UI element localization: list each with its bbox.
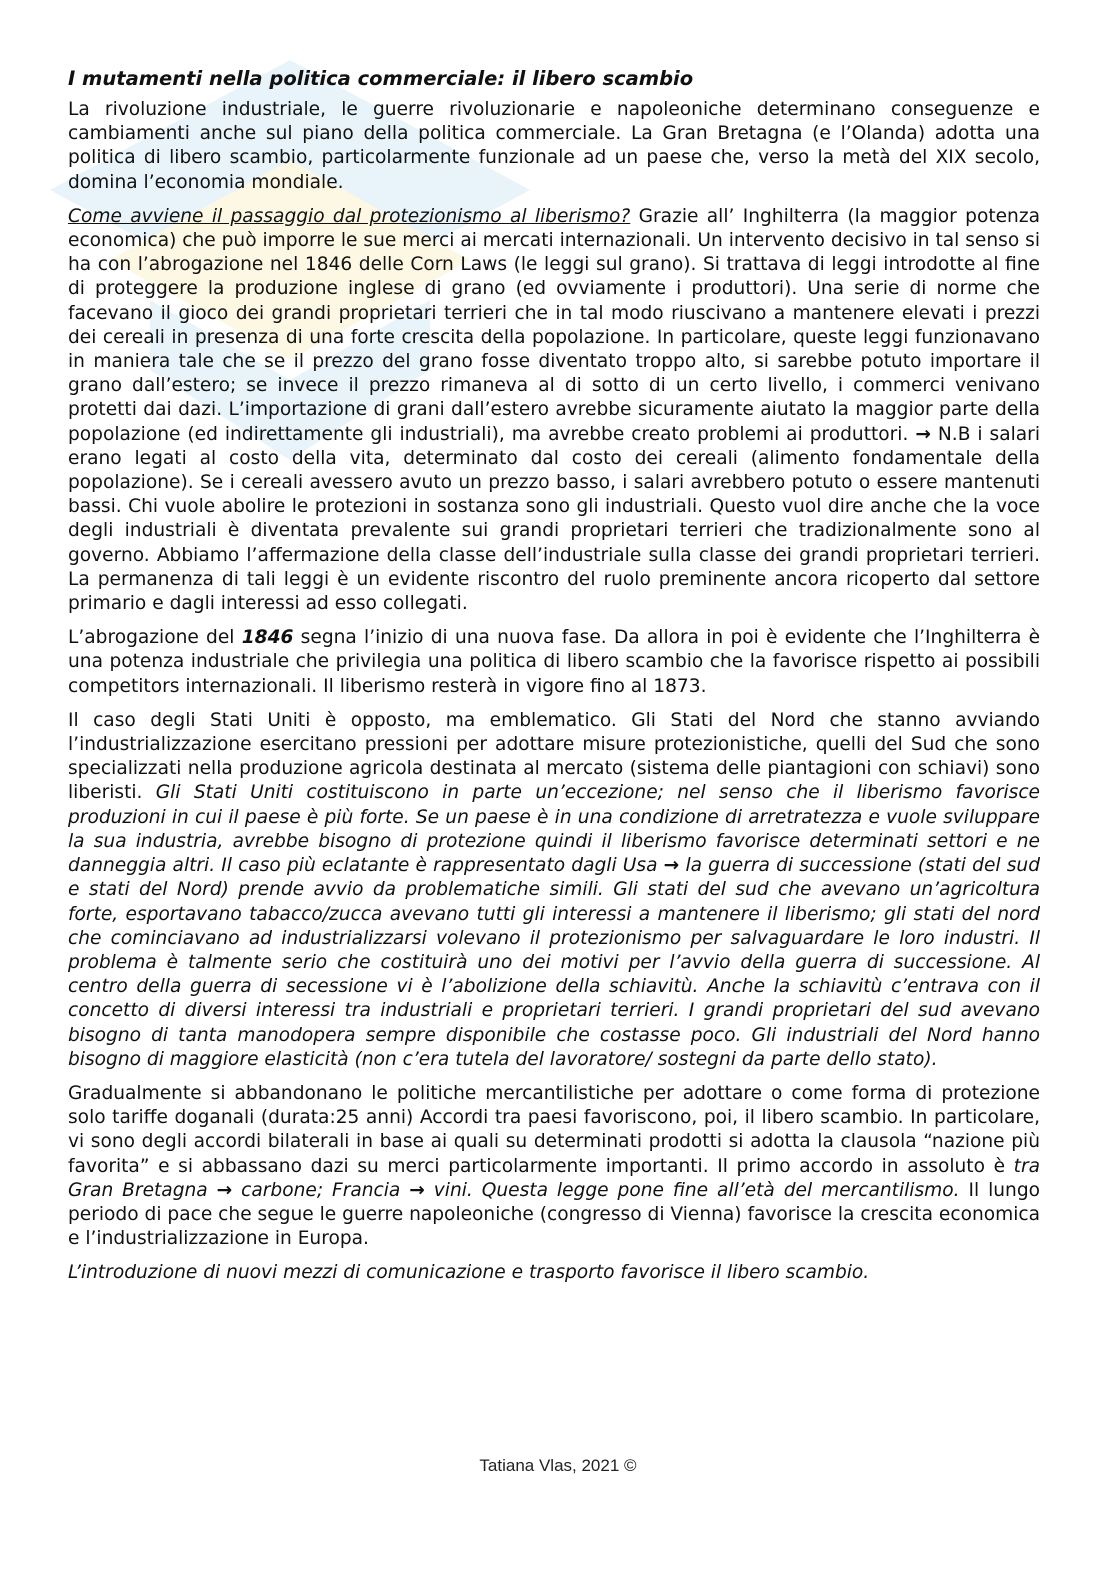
nb-text: N.B i salari erano legati al costo della vita, determinato dal costo dei cereali (alimento fondamentale della popolazione). Se i cereali avessero avuto un prezzo basso, i salari avrebbero potuto o essere mantenuti bassi. Chi vuole abolire le protezioni in sostanza sono gli industriali. Questo vuol dire anche che la voce degli industriali è diventata prevalente sui grandi proprietari terrieri che tradizionalmente sono al governo. Abbiamo l’affermazione della classe dell’industriale sulla classe dei grandi proprietari terrieri. La permanenza di tali leggi è un evidente riscontro del ruolo preminente ancora ricoperto dal settore primario e dagli interessi ad esso collegati. <box>68 423 1040 615</box>
agreement-britain: tra Gran Bretagna <box>68 1155 1040 1201</box>
question-text: Come avviene il passaggio dal protezionismo al liberismo? <box>68 205 631 227</box>
document-page <box>68 64 1040 1296</box>
agreements-text: Gradualmente si abbandonano le politiche mercantilistiche per adottare o come forma di protezione solo tariffe doganali (durata:25 anni) Accordi tra paesi favoriscono, poi, il libero scambio. In particolare, vi sono degli accordi bilaterali in base ai quali su determinati prodotti si adotta la clausola “nazione più favorita” e si abbassano dazi su merci particolarmente importanti. Il primo accordo in assoluto è <box>68 1082 1040 1177</box>
abrogation-text-start: L’abrogazione del <box>68 627 242 649</box>
page-title: I mutamenti nella politica commerciale: il libero scambio <box>68 67 694 90</box>
year-1846: 1846 <box>241 627 294 649</box>
agreement-wine: vini. Questa legge pone fine all’età del mercantilismo. <box>424 1179 960 1201</box>
arrow-right-icon: → <box>409 1179 425 1201</box>
corn-laws-text: Grazie all’ Inghilterra (la maggior potenza economica) che può imporre le sue merci ai mercati internazionali. Un intervento decisivo in tal senso si ha con l’abrogazione nel 1846 delle Corn Laws (le leggi sul grano). Si trattava di leggi introdotte al fine di proteggere la produzione inglese di grano (ed ovviamente i produttori). Una serie di norme che facevano il gioco dei grandi proprietari terrieri che in tal modo riuscivano a mantenere elevati i prezzi dei cereali in presenza di una forte crescita della popolazione. In particolare, queste leggi funzionavano in maniera tale che se il prezzo del grano fosse diventato troppo alto, si sarebbe potuto importare il grano dall’estero; se invece il prezzo rimaneva al di sotto di un certo livello, i commerci venivano protetti dai dazi. L’importazione di grani dall’estero avrebbe sicuramente aiutato la maggior parte della popolazione (ed indirettamente gli industriali), ma avrebbe creato problemi ai produttori. <box>68 205 1040 445</box>
usa-italic-text-2: la guerra di successione (stati del sud e stati del Nord) prende avvio da problematiche simili. Gli stati del sud che avevano un’agricoltura forte, esportavano tabacco/zucca avevano tutti gli interessi a mantenere il liberismo; gli stati del nord che cominciavano ad industrializzarsi volevano il protezionismo per salvaguardare le loro industri. Il problema è talmente serio che costituirà uno dei motivi per l’avvio della guerra di successione. Al centro della guerra di secessione vi è l’abolizione della schiavitù. Anche la schiavitù c’entrava con il concetto di diversi interessi tra industriali e proprietari terrieri. I grandi proprietari del sud avevano bisogno di tanta manodopera sempre disponibile che costasse poco. Gli industriali del Nord hanno bisogno di maggiore elasticità (non c’era tutela del lavoratore/ sostegni da parte dello stato). <box>68 855 1040 1070</box>
arrow-right-icon: → <box>915 423 931 445</box>
arrow-right-icon: → <box>216 1179 233 1201</box>
usa-italic-text-1: Gli Stati Uniti costituiscono in parte un’eccezione; nel senso che il liberismo favorisce produzioni in cui il paese è più forte. Se un paese è in una condizione di arretratezza e vuole sviluppare la sua industria, avrebbe bisogno di protezione quindi il liberismo favorisce determinati settori e ne danneggia altri. Il caso più eclatante è rappresentato dagli Usa <box>68 782 1040 877</box>
paragraph-trade-agreements <box>68 1082 1040 1251</box>
paragraph-closing: L’introduzione di nuovi mezzi di comunicazione e trasporto favorisce il libero scambio. <box>68 1262 870 1284</box>
paragraph-intro: La rivoluzione industriale, le guerre rivoluzionarie e napoleoniche determinano conseguenze e cambiamenti anche sul piano della politica commerciale. La Gran Bretagna (e l’Olanda) adotta una politica di libero scambio, particolarmente funzionale ad un paese che, verso la metà del XIX secolo, domina l’economia mondiale. <box>68 99 1040 193</box>
usa-text: Il caso degli Stati Uniti è opposto, ma emblematico. Gli Stati del Nord che stanno avviando l’industrializzazione esercitano pressioni per adottare misure protezionistiche, quelli del Sud che sono specializzati nella produzione agricola destinata al mercato (sistema delle piantagioni con schiavi) sono liberisti. <box>68 709 1040 804</box>
peace-period-text: Il lungo periodo di pace che segue le guerre napoleoniche (congresso di Vienna) favorisce la crescita economica e l’industrializzazione in Europa. <box>68 1179 1041 1250</box>
footer-copyright: Tatiana Vlas, 2021 © <box>479 1456 637 1475</box>
paragraph-abrogation <box>68 626 1040 699</box>
agreement-coal-france: carbone; Francia <box>232 1179 410 1201</box>
paragraph-corn-laws <box>68 205 1040 616</box>
paragraph-usa <box>68 709 1040 1072</box>
abrogation-text-end: segna l’inizio di una nuova fase. Da allora in poi è evidente che l’Inghilterra è una potenza industriale che privilegia una politica di libero scambio che la favorisce rispetto ai possibili competitors internazionali. Il liberismo resterà in vigore fino al 1873. <box>68 627 1041 697</box>
arrow-right-icon: → <box>663 855 680 877</box>
